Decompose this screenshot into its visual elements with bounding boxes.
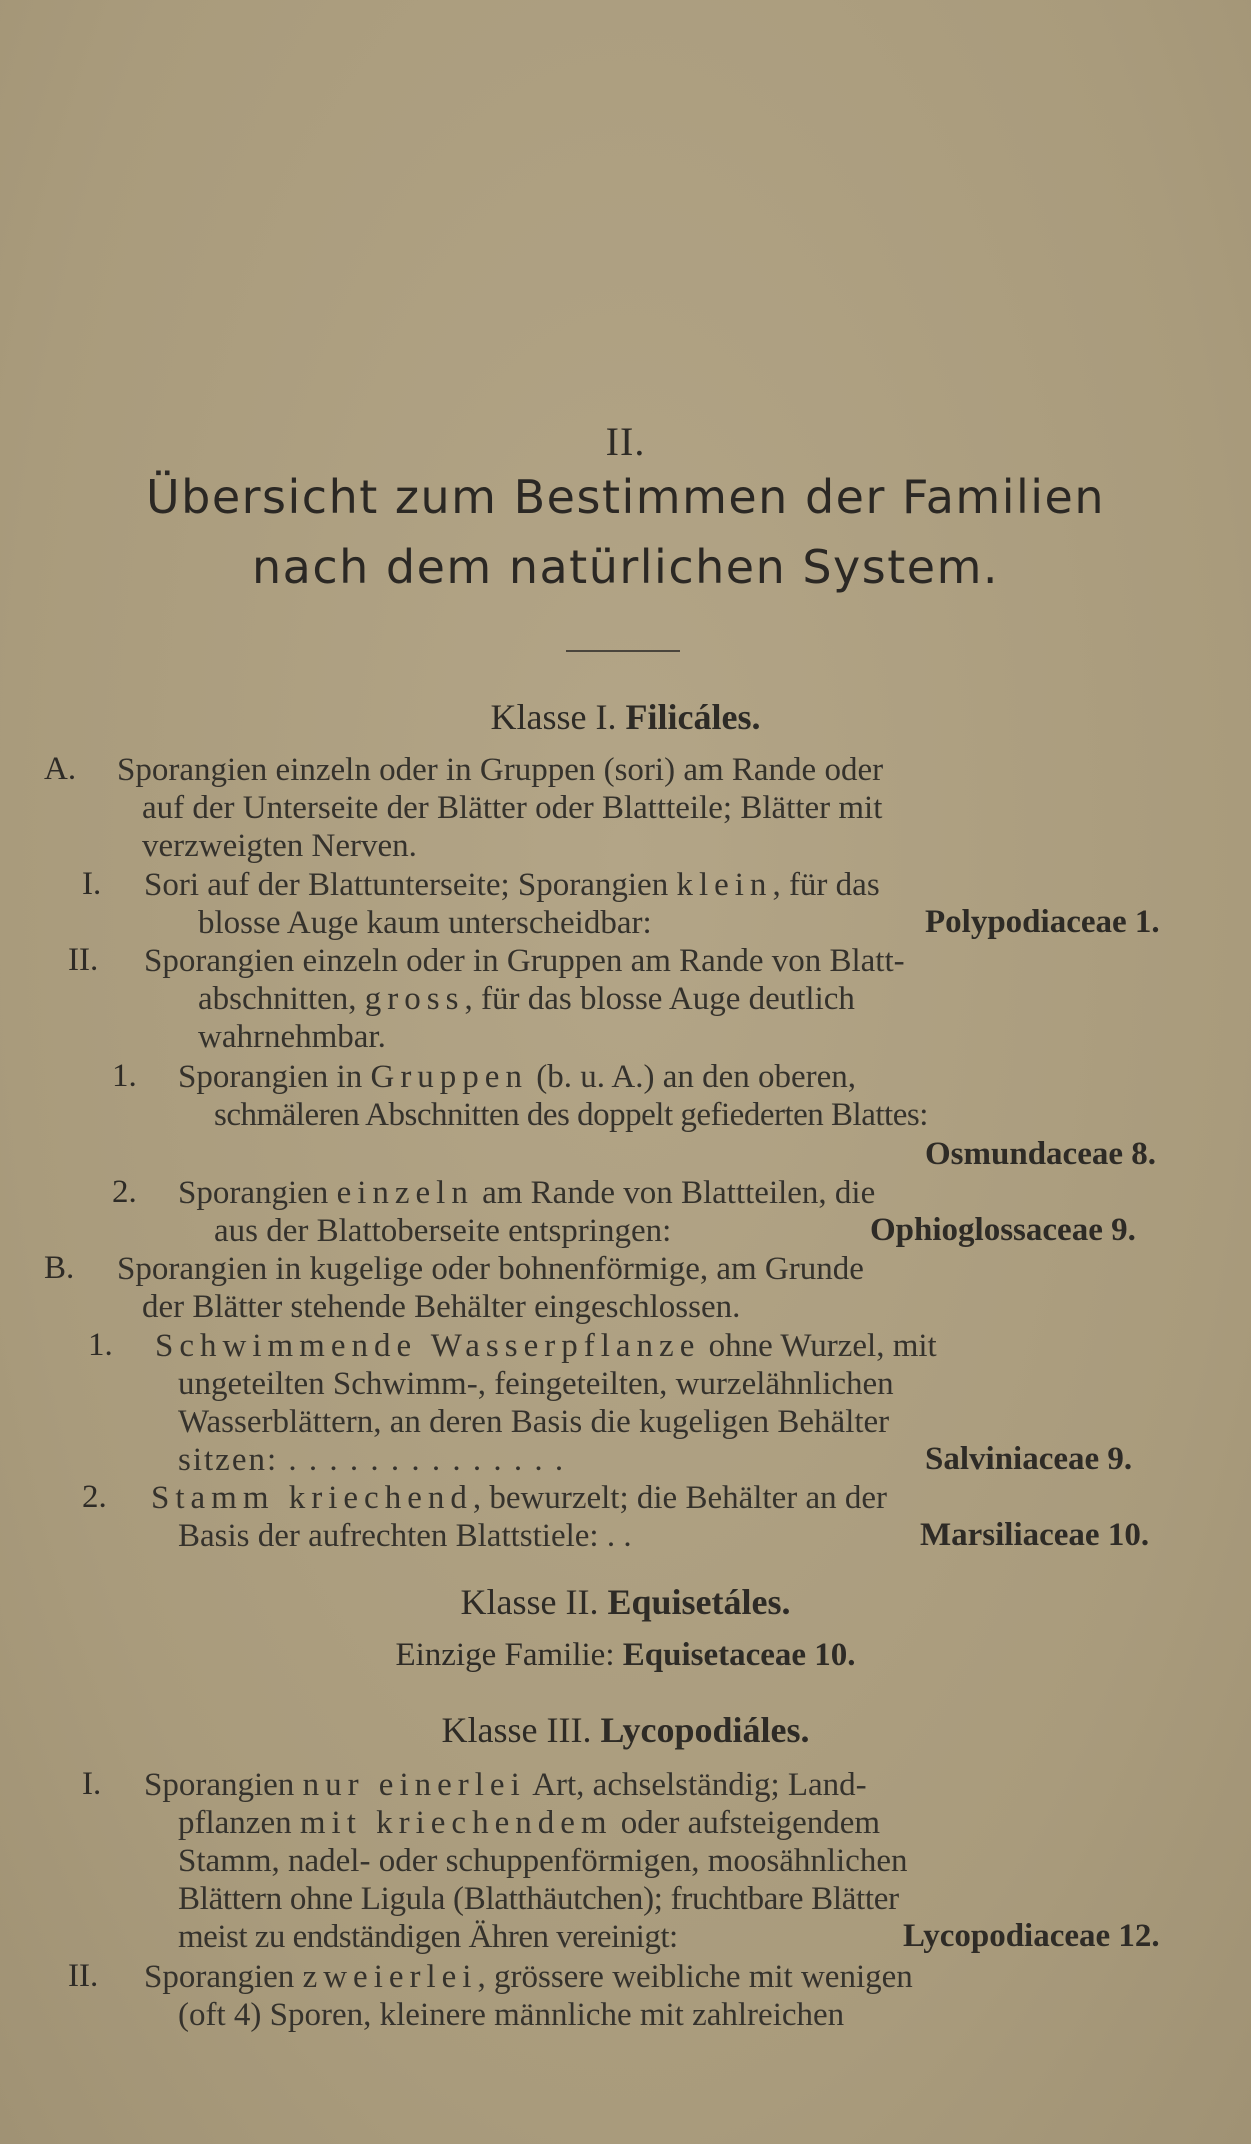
section-a-line-2: auf der Unterseite der Blätter oder Blattteile; Blätter mit — [142, 790, 883, 826]
text-segment: am Rande von Blattteilen, die — [482, 1175, 876, 1211]
family-ophioglossaceae: Ophioglossaceae 9. — [870, 1212, 1136, 1248]
section-b-2-line-1 — [151, 1479, 887, 1517]
section-3-ii-marker: II. — [68, 1958, 99, 1994]
section-3-i-line-4: Blättern ohne Ligula (Blatthäutchen); fruchtbare Blätter — [178, 1881, 899, 1917]
item-1-marker: 1. — [112, 1058, 137, 1094]
text-segment: Sori auf der Blattunterseite; Sporangien — [144, 867, 669, 903]
spaced-emphasis: einzeln — [336, 1175, 474, 1211]
page-title-line-2: nach dem natürlichen System. — [251, 540, 1000, 594]
family-equisetaceae: Equisetaceae 10. — [622, 1637, 856, 1673]
spaced-emphasis: Schwimmende Wasserpflanze — [155, 1328, 701, 1364]
family-salviniaceae: Salviniaceae 9. — [925, 1441, 1133, 1477]
section-b-1-line-2: ungeteilten Schwimm-, feingeteilten, wurzelähnlichen — [178, 1366, 894, 1402]
text-segment: Sporangien — [144, 1767, 295, 1803]
text-segment: , für das blosse Auge deutlich — [464, 981, 855, 1017]
text-segment: , bewurzelt; die Behälter an der — [472, 1480, 888, 1516]
spaced-emphasis: mit kriechendem — [299, 1805, 613, 1841]
text-segment: , für das — [772, 867, 880, 903]
item-1-line-2: schmäleren Abschnitten des doppelt gefiederten Blattes: — [214, 1097, 928, 1133]
section-b-1-line-3: Wasserblättern, an deren Basis die kugeligen Behälter — [178, 1404, 890, 1440]
divider-rule — [566, 650, 680, 652]
section-a-line-3: verzweigten Nerven. — [142, 828, 417, 864]
text-segment: , grössere weibliche mit wenigen — [477, 1959, 913, 1995]
family-marsiliaceae: Marsiliaceae 10. — [920, 1517, 1150, 1553]
klasse-1-heading — [0, 696, 1251, 738]
spaced-emphasis: Gruppen — [370, 1059, 528, 1095]
klasse-3-name: Lycopodiáles. — [600, 1710, 810, 1750]
section-3-i-marker: I. — [82, 1766, 102, 1802]
klasse-3-prefix: Klasse III. — [441, 1710, 592, 1750]
klasse-1-name: Filicáles. — [625, 697, 761, 737]
section-a-ii-line-2 — [198, 980, 855, 1018]
section-a-ii-line-1: Sporangien einzeln oder in Gruppen am Rande von Blatt- — [144, 943, 905, 979]
section-b-1-line-4: sitzen: . . . . . . . . . . . . . . — [178, 1442, 566, 1478]
section-b-2-marker: 2. — [82, 1479, 107, 1515]
section-a-i-line-1 — [144, 866, 880, 904]
family-lycopodiaceae: Lycopodiaceae 12. — [903, 1918, 1160, 1954]
section-b-marker: B. — [44, 1250, 75, 1286]
section-b-1-marker: 1. — [88, 1327, 113, 1363]
klasse-2-prefix: Klasse II. — [460, 1582, 599, 1622]
section-3-i-line-2 — [178, 1804, 880, 1842]
section-3-i-line-5: meist zu endständigen Ähren vereinigt: — [178, 1919, 678, 1955]
family-osmundaceae: Osmundaceae 8. — [925, 1136, 1156, 1172]
section-a-line-1: Sporangien einzeln oder in Gruppen (sori) am Rande oder — [117, 752, 884, 788]
section-3-i-line-3: Stamm, nadel- oder schuppenförmigen, moosähnlichen — [178, 1843, 908, 1879]
klasse-2-heading — [0, 1581, 1251, 1623]
text-segment: (b. u. A.) an den oberen, — [536, 1059, 857, 1095]
section-b-2-line-2: Basis der aufrechten Blattstiele: . . — [178, 1518, 632, 1554]
section-b-line-2: der Blätter stehende Behälter eingeschlossen. — [142, 1289, 741, 1325]
section-a-i-marker: I. — [82, 866, 102, 902]
page-title-line-1: Übersicht zum Bestimmen der Familien — [145, 470, 1106, 524]
item-2-line-1 — [178, 1174, 875, 1212]
item-1-line-1 — [178, 1058, 856, 1096]
text-segment: oder aufsteigendem — [620, 1805, 881, 1841]
section-a-ii-marker: II. — [68, 942, 99, 978]
section-a-ii-line-3: wahrnehmbar. — [198, 1019, 386, 1055]
spaced-emphasis: gross — [364, 981, 465, 1017]
item-2-marker: 2. — [112, 1174, 137, 1210]
klasse-3-heading — [0, 1709, 1251, 1751]
text-segment: Sporangien in — [178, 1059, 363, 1095]
family-polypodiaceae: Polypodiaceae 1. — [925, 904, 1160, 940]
text-segment: ohne Wurzel, mit — [708, 1328, 937, 1364]
spaced-emphasis: klein — [676, 867, 773, 903]
text-segment: Sporangien — [144, 1959, 295, 1995]
klasse-2-line-prefix: Einzige Familie: — [395, 1637, 615, 1673]
text-segment: pflanzen — [178, 1805, 292, 1841]
spaced-emphasis: zweierlei — [302, 1959, 478, 1995]
klasse-1-prefix: Klasse I. — [490, 697, 617, 737]
spaced-emphasis: Stamm kriechend — [151, 1480, 473, 1516]
klasse-2-name: Equisetáles. — [607, 1582, 791, 1622]
section-number: II. — [605, 419, 646, 464]
section-a-marker: A. — [44, 751, 77, 787]
spaced-emphasis: nur einerlei — [302, 1767, 526, 1803]
text-segment: Art, achselständig; Land- — [532, 1767, 867, 1803]
section-a-i-line-2: blosse Auge kaum unterscheidbar: — [198, 905, 652, 941]
klasse-2-line — [0, 1637, 1251, 1674]
item-2-line-2: aus der Blattoberseite entspringen: — [214, 1213, 672, 1249]
section-3-ii-line-1 — [144, 1958, 913, 1996]
section-b-1-line-1 — [155, 1327, 937, 1365]
text-segment: Sporangien — [178, 1175, 329, 1211]
section-3-i-line-1 — [144, 1766, 867, 1804]
section-b-line-1: Sporangien in kugelige oder bohnenförmige, am Grunde — [117, 1251, 864, 1287]
section-3-ii-line-2: (oft 4) Sporen, kleinere männliche mit zahlreichen — [178, 1997, 845, 2033]
text-segment: abschnitten, — [198, 981, 357, 1017]
